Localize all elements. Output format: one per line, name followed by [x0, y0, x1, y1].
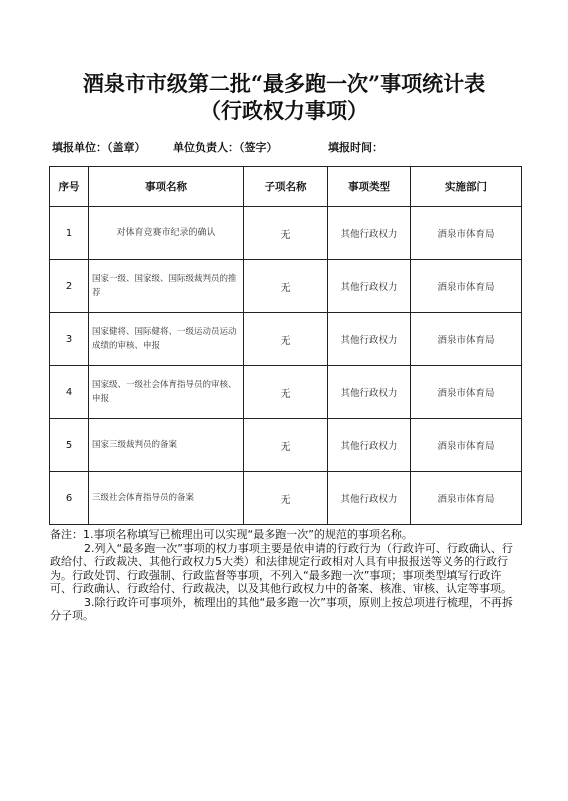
header-item-type: 事项类型 [328, 167, 411, 207]
cell-item-type: 其他行政权力 [328, 207, 411, 260]
cell-sub-item: 无 [244, 313, 328, 366]
table-row [50, 419, 522, 472]
cell-sub-item: 无 [244, 419, 328, 472]
remark-2-text: 2.列入“最多跑一次”事项的权力事项主要是依申请的行政行为（行政许可、行政确认、行政给付、行政裁决、其他行政权力5大类）和法律规定行政相对人具有申报报送等义务的行政行为。行政处罚、行政强制、行政监督等事项，不列入“最多跑一次”事项；事项类型填写行政许可、行政确认、行政给付、行政裁决，以及其他行政权力中的备案、核准、审核、认定等事项。 [50, 541, 513, 595]
page-title: 酒泉市市级第二批“最多跑一次”事项统计表 [82, 71, 486, 96]
table-row [50, 260, 522, 313]
cell-item-name: 国家一级、国家级、国际级裁判员的推荐 [89, 260, 244, 313]
cell-no: 5 [50, 419, 89, 472]
table-row [50, 313, 522, 366]
table-row [50, 472, 522, 525]
remark-3-text: 3.除行政许可事项外，梳理出的其他“最多跑一次”事项，原则上按总项进行梳理，不再拆分子项。 [50, 595, 513, 622]
cell-department: 酒泉市体育局 [411, 366, 522, 419]
page-subtitle: （行政权力事项） [200, 98, 368, 123]
cell-item-type: 其他行政权力 [328, 472, 411, 525]
cell-department: 酒泉市体育局 [411, 313, 522, 366]
items-table [49, 166, 522, 525]
cell-sub-item: 无 [244, 366, 328, 419]
responsible-person-label: 单位负责人：（签字） [173, 141, 278, 154]
fill-time-label: 填报时间： [328, 141, 383, 154]
fill-unit-label: 填报单位：（盖章） [52, 141, 146, 154]
cell-department: 酒泉市体育局 [411, 419, 522, 472]
cell-item-name: 国家健将、国际健将、一级运动员运动成绩的审核、申报 [89, 313, 244, 366]
remark-3 [50, 596, 520, 623]
cell-no: 4 [50, 366, 89, 419]
cell-item-type: 其他行政权力 [328, 366, 411, 419]
cell-no: 3 [50, 313, 89, 366]
cell-sub-item: 无 [244, 472, 328, 525]
cell-item-name: 三级社会体育指导员的备案 [89, 472, 244, 525]
cell-item-name: 国家三级裁判员的备案 [89, 419, 244, 472]
cell-item-name: 对体育竞赛市纪录的确认 [89, 207, 244, 260]
cell-department: 酒泉市体育局 [411, 472, 522, 525]
cell-no: 1 [50, 207, 89, 260]
cell-sub-item: 无 [244, 260, 328, 313]
cell-item-name: 国家级、一级社会体育指导员的审核、申报 [89, 366, 244, 419]
header-sub-item: 子项名称 [244, 167, 328, 207]
header-no: 序号 [50, 167, 89, 207]
cell-sub-item: 无 [244, 207, 328, 260]
header-department: 实施部门 [411, 167, 522, 207]
cell-item-type: 其他行政权力 [328, 260, 411, 313]
cell-department: 酒泉市体育局 [411, 207, 522, 260]
cell-department: 酒泉市体育局 [411, 260, 522, 313]
cell-item-type: 其他行政权力 [328, 419, 411, 472]
cell-item-type: 其他行政权力 [328, 313, 411, 366]
remark-2 [50, 542, 520, 596]
cell-no: 2 [50, 260, 89, 313]
table-row [50, 207, 522, 260]
cell-no: 6 [50, 472, 89, 525]
remarks [50, 528, 520, 623]
header-item-name: 事项名称 [89, 167, 244, 207]
table-row [50, 366, 522, 419]
table-header-row [50, 167, 522, 207]
remark-1: 备注：1.事项名称填写已梳理出可以实现“最多跑一次”的规范的事项名称。 [50, 528, 413, 541]
